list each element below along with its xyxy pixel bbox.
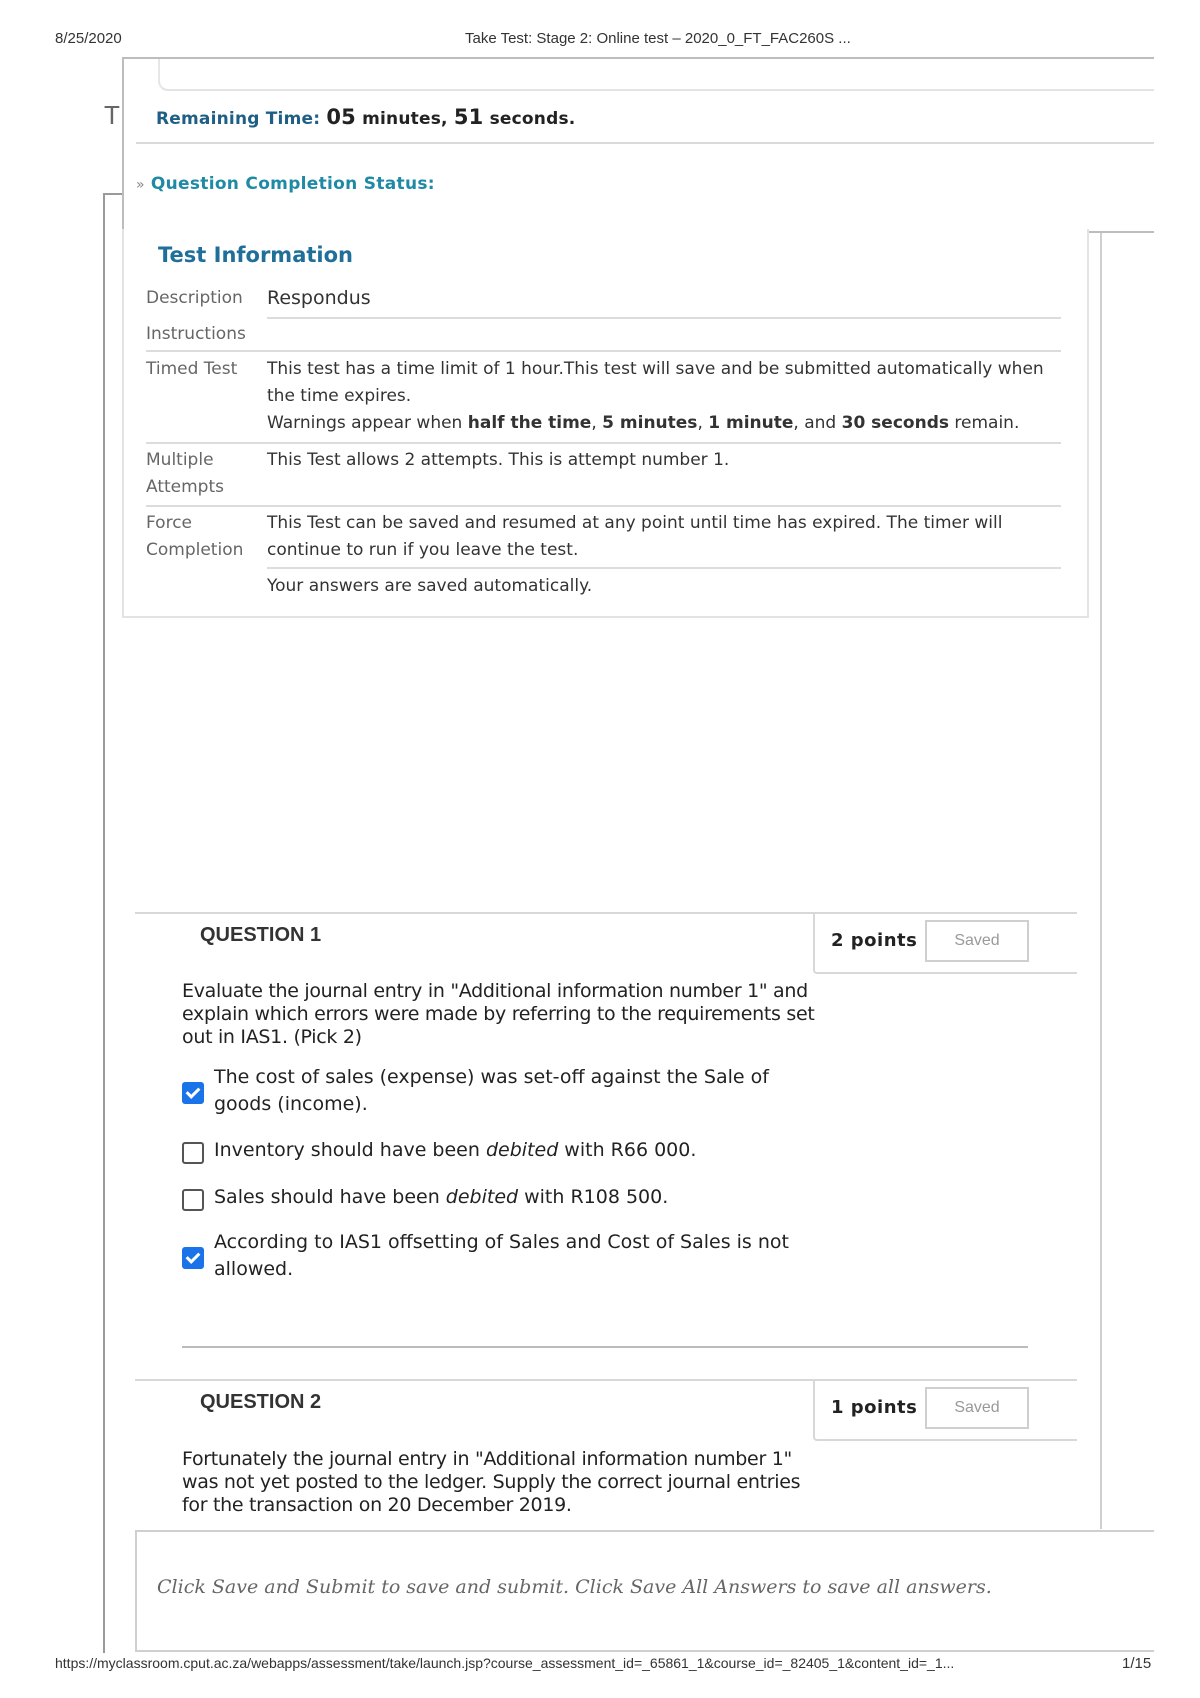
question-1-topline [135,912,815,914]
info-key: Instructions [146,324,246,344]
left-rule-top [103,193,123,195]
info-key: Force Completion [146,513,244,560]
print-url: https://myclassroom.cput.ac.za/webapps/assessment/take/launch.jsp?course_assessment_id=_65861_1&course_id=_82405_1&content_id=_1... [55,1655,955,1671]
question-2-title: QUESTION 2 [200,1391,322,1413]
option-checkbox-checked[interactable] [182,1247,204,1269]
warnings-five: 5 minutes [602,413,698,433]
warnings-half: half the time [467,413,592,433]
question-2-text: Fortunately the journal entry in "Additional information number 1" was not yet posted to the ledger. Supply the correct journal entries for the transaction on 20 December 2019. [182,1448,801,1516]
info-value: This Test can be saved and resumed at any point until time has expired. The timer will continue to run if you leave the test. [267,513,1003,560]
submit-footer-panel [135,1530,1154,1652]
warnings-one: 1 minute [708,413,794,433]
question-1-points: 2 points [831,930,918,951]
info-divider [146,350,1061,352]
question-1-points-box [813,912,1077,974]
info-key: Description [146,288,243,308]
option-label: According to IAS1 offsetting of Sales and Cost of Sales is not allowed. [214,1231,789,1280]
info-value: This Test allows 2 attempts. This is attempt number 1. [267,450,730,470]
info-divider [267,567,1061,569]
question-1-option-4[interactable] [182,1229,822,1283]
option-label: Inventory should have been debited with R66 000. [214,1139,697,1161]
question-2-topline [135,1379,815,1381]
info-divider [146,442,1061,444]
timer-panel [122,57,1154,233]
option-label: The cost of sales (expense) was set-off against the Sale of goods (income). [214,1066,769,1115]
question-completion-status-label: Question Completion Status: [150,174,435,194]
option-checkbox-checked[interactable] [182,1082,204,1104]
question-divider [182,1346,1028,1348]
warnings-and: , and [793,413,837,433]
option-checkbox-unchecked[interactable] [182,1189,204,1211]
question-completion-status-toggle[interactable] [136,174,435,194]
remaining-time [156,105,575,129]
warnings-prefix: Warnings appear when [267,413,463,433]
option-checkbox-unchecked[interactable] [182,1142,204,1164]
timer-panel-topbar [158,59,1154,91]
timed-test-warnings: Warnings appear when half the time, 5 minutes, 1 minute, and 30 seconds remain. [267,413,1020,433]
option-label: Sales should have been debited with R108 500. [214,1186,669,1208]
remaining-minutes-word: minutes, [362,109,448,129]
info-row-timed-test [146,356,1061,438]
info-key: Multiple Attempts [146,450,224,497]
info-divider [146,505,1061,507]
print-title: Take Test: Stage 2: Online test – 2020_0_FT_FAC260S ... [465,30,851,47]
double-chevron-down-icon: » [136,177,145,193]
question-1-saved-button[interactable]: Saved [925,920,1029,962]
question-2-points-box [813,1379,1077,1441]
question-2-points: 1 points [831,1397,918,1418]
info-row-multiple-attempts [146,447,1061,503]
info-key: Timed Test [146,359,238,379]
remaining-seconds-word: seconds. [489,109,576,129]
test-information-panel [122,229,1089,618]
remaining-minutes-value: 05 [326,105,356,129]
info-value: This test has a time limit of 1 hour.This test will save and be submitted automatically when the time expires. [267,359,1044,406]
question-1-option-1[interactable] [182,1064,822,1118]
test-information-title: Test Information [158,243,353,267]
timer-separator [136,142,1154,144]
question-1-text: Evaluate the journal entry in "Additional information number 1" and explain which errors were made by referring to the requirements set out in IAS1. (Pick 2) [182,980,815,1048]
info-value: Respondus [267,287,371,309]
submit-instructions: Click Save and Submit to save and submit. Click Save All Answers to save all answers. [157,1576,992,1598]
remaining-time-label: Remaining Time: [156,109,321,129]
left-rule [103,193,105,1653]
info-value: Your answers are saved automatically. [267,576,593,596]
info-row-force-completion [146,510,1061,566]
warnings-suffix: remain. [954,413,1020,433]
obscured-page-title: T [104,100,120,130]
info-divider [267,317,1061,319]
question-2-saved-button[interactable]: Saved [925,1387,1029,1429]
remaining-seconds-value: 51 [453,105,484,129]
right-rule [1100,229,1102,1529]
print-page-number: 1/15 [1122,1655,1152,1672]
print-date: 8/25/2020 [55,30,122,47]
warnings-thirty: 30 seconds [841,413,949,433]
question-1-title: QUESTION 1 [200,924,322,946]
